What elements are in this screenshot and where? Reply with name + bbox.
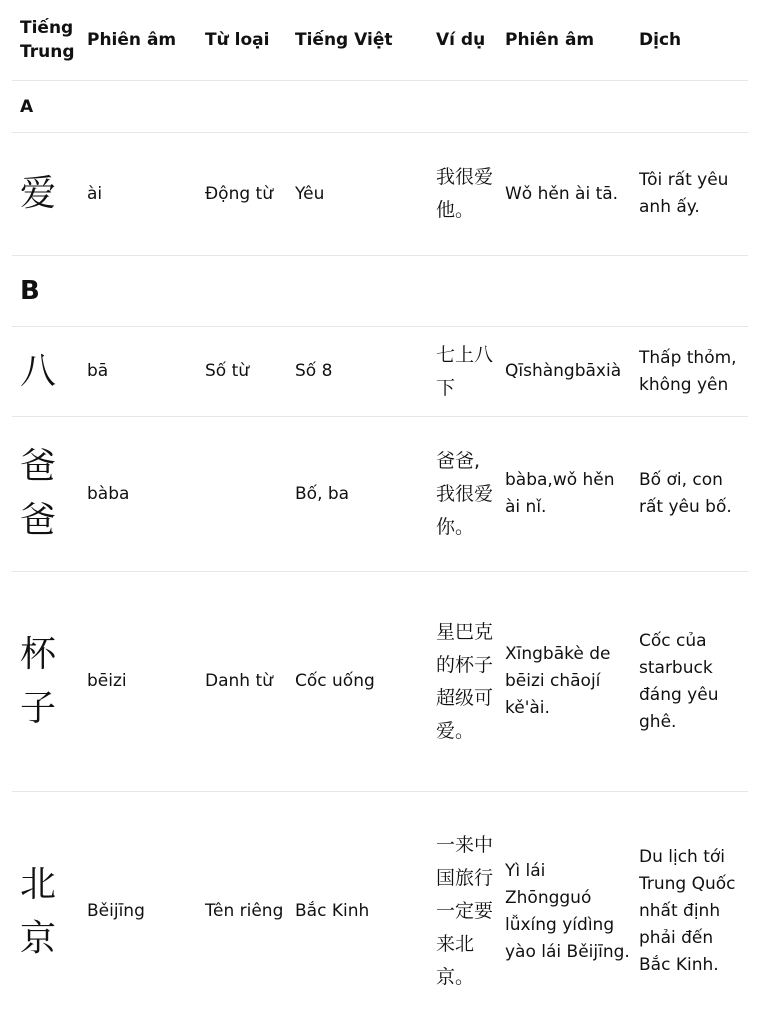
example-pinyin-cell: Yì lái Zhōngguó lǚxíng yídìng yào lái Běijīng. — [505, 860, 630, 962]
section-row-b — [12, 256, 748, 327]
table-row — [12, 792, 748, 1032]
vocabulary-table — [12, 0, 748, 1032]
translation-cell: Tôi rất yêu anh ấy. — [639, 170, 729, 217]
example-cell: 我很爱他。 — [436, 166, 494, 221]
hanzi-cell: 杯子 — [20, 633, 57, 729]
example-cell: 七上八下 — [436, 343, 494, 399]
pinyin-cell: bā — [87, 361, 109, 381]
pos-cell: Danh từ — [205, 671, 273, 691]
hanzi-cell: 爸爸 — [20, 446, 57, 541]
meaning-cell: Bố, ba — [295, 483, 350, 504]
section-letter: B — [20, 276, 40, 306]
header-pinyin: Phiên âm — [87, 30, 177, 50]
example-cell: 星巴克的杯子超级可爱。 — [436, 620, 494, 742]
table-row — [12, 417, 748, 572]
pinyin-cell: Běijīng — [87, 901, 145, 922]
section-letter: A — [20, 96, 34, 117]
example-cell: 爸爸,我很爱你。 — [436, 449, 494, 538]
pos-cell: Số từ — [205, 361, 250, 381]
header-example: Ví dụ — [436, 30, 486, 50]
translation-cell: Thấp thỏm, không yên — [639, 347, 737, 395]
example-pinyin-cell: bàba,wǒ hěn ài nǐ. — [505, 470, 615, 517]
pos-cell: Tên riêng — [205, 901, 284, 922]
example-pinyin-cell: Qīshàngbāxià — [505, 361, 622, 381]
section-row-a — [12, 81, 748, 133]
example-cell: 一来中国旅行一定要来北京。 — [436, 834, 494, 989]
table-row — [12, 133, 748, 256]
pinyin-cell: bàba — [87, 483, 130, 504]
pinyin-cell: ài — [87, 183, 103, 204]
table-row — [12, 327, 748, 417]
meaning-cell: Yêu — [295, 183, 325, 204]
pos-cell: Động từ — [205, 183, 273, 204]
hanzi-cell: 爱 — [20, 173, 57, 214]
translation-cell: Du lịch tới Trung Quốc nhất định phải đến Bắc Kinh. — [639, 847, 736, 976]
table-body — [12, 81, 748, 1032]
header-hanzi: Tiếng Trung — [20, 18, 75, 62]
header-meaning: Tiếng Việt — [295, 30, 393, 50]
hanzi-cell: 八 — [20, 350, 57, 392]
pos-cell — [197, 417, 287, 572]
meaning-cell: Cốc uống — [295, 671, 375, 691]
example-pinyin-cell: Xīngbākè de bēizi chāojí kě'ài. — [505, 644, 611, 718]
translation-cell: Cốc của starbuck đáng yêu ghê. — [639, 630, 719, 732]
hanzi-cell: 北京 — [20, 863, 57, 959]
table-row — [12, 572, 748, 792]
meaning-cell: Số 8 — [295, 361, 333, 381]
header-translation: Dịch — [639, 30, 682, 50]
header-row — [12, 0, 748, 81]
header-example-pinyin: Phiên âm — [505, 30, 595, 50]
table-header — [12, 0, 748, 81]
header-part-of-speech: Từ loại — [205, 30, 270, 50]
pinyin-cell: bēizi — [87, 671, 127, 691]
meaning-cell: Bắc Kinh — [295, 901, 370, 922]
translation-cell: Bố ơi, con rất yêu bố. — [639, 470, 732, 517]
example-pinyin-cell: Wǒ hěn ài tā. — [505, 183, 619, 204]
